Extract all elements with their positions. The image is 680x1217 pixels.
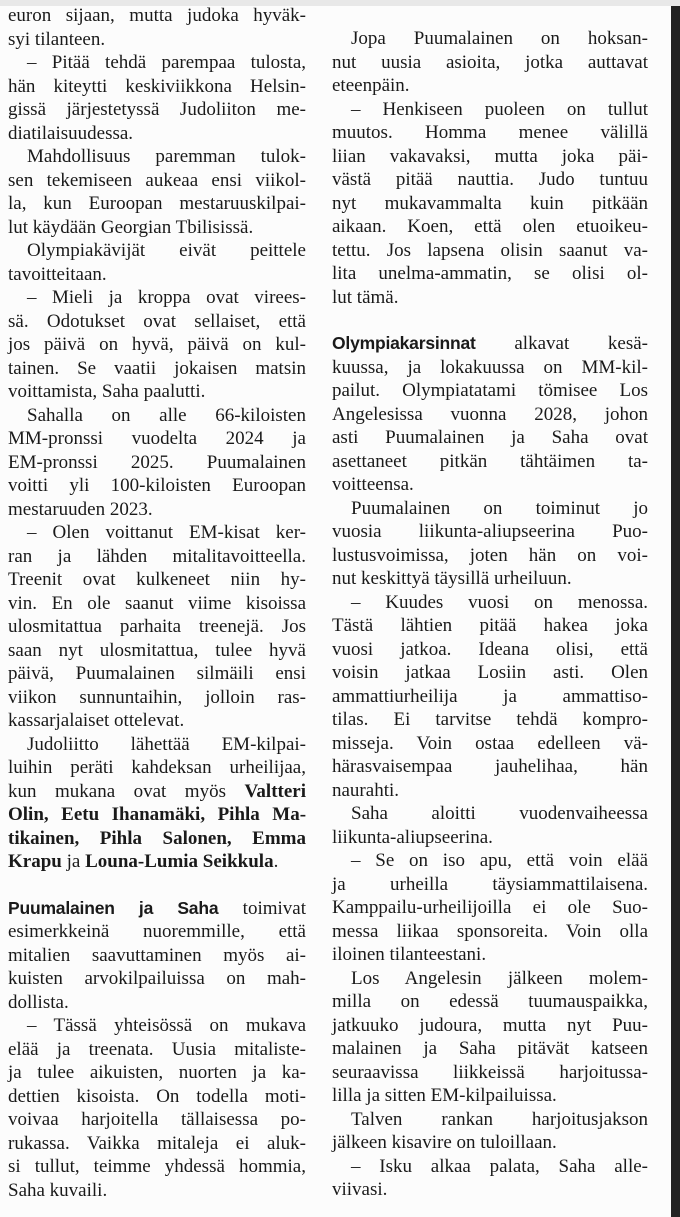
text-line [332, 732, 648, 756]
text-line [8, 615, 306, 639]
paragraph [332, 967, 648, 1108]
athlete-name-bold: Eetu Ihanamäki, [61, 804, 206, 825]
text-run: vuosi jatkoa. Ideana olisi, että [332, 638, 648, 660]
paragraph [332, 802, 648, 849]
text-run: Los Angelesin jälkeen molem- [351, 967, 648, 989]
text-run: mitalien saavuttaminen myös ai- [8, 944, 306, 966]
text-run [79, 828, 100, 849]
athlete-name-bold: Krapu [8, 851, 62, 872]
text-line [8, 145, 306, 169]
text-run: dollista. [8, 991, 69, 1013]
text-run: sä. Odotukset ovat sellaiset, että [8, 310, 306, 332]
text-run: seuraavissa liikkeissä harjoitussa- [332, 1061, 648, 1083]
text-line [8, 1155, 306, 1179]
text-run: Saha aloitti vuodenvaiheessa [351, 803, 648, 824]
paragraph [8, 51, 306, 145]
text-line [332, 520, 648, 544]
text-run: tainen. Se vaatii jokaisen matsin [8, 357, 306, 379]
text-run: liian vakavaksi, mutta joka päi- [332, 145, 648, 167]
text-line [332, 473, 648, 497]
text-line [8, 944, 306, 968]
text-line [332, 286, 648, 310]
text-run: eteenpäin. [332, 75, 410, 96]
text-line [332, 614, 648, 638]
text-run: milla on edessä tuumauspaikka, [332, 991, 648, 1012]
text-run: asti Puumalainen ja Saha ovat [332, 427, 648, 448]
text-run: voisin jatkaa Losiin asti. Olen [332, 662, 648, 683]
text-line [8, 427, 306, 451]
text-run: ja urheilla täysiammattilaisena. [332, 873, 648, 895]
text-line [8, 333, 306, 357]
article-column-left [8, 0, 306, 1202]
text-run: – Tässä yhteisössä on mukava [27, 1015, 306, 1036]
text-line [332, 1037, 648, 1061]
text-run: iloinen tilanteestani. [332, 944, 487, 965]
text-run: lut tämä. [332, 286, 399, 308]
text-run: muutos. Homma menee välillä [332, 122, 648, 143]
text-run: misseja. Voin ostaa edelleen vä- [332, 732, 648, 754]
text-run: Mahdollisuus paremman tulok- [27, 146, 306, 167]
paragraph [8, 145, 306, 239]
text-line [332, 685, 648, 709]
text-run: gissä järjestetyssä Judoliiton me- [8, 99, 306, 120]
text-run: lilla ja sitten EM-kilpailuissa. [332, 1085, 557, 1106]
text-run: messa liikaa sponsoreita. Voin olla [332, 920, 648, 942]
text-run: . [273, 851, 279, 872]
text-line [8, 1085, 306, 1109]
text-line [332, 779, 648, 803]
text-run: – Kuudes vuosi on menossa. [351, 591, 648, 613]
text-run: Angelesissa vuonna 2028, johon [332, 403, 648, 425]
text-line [8, 1014, 306, 1038]
paragraph [8, 404, 306, 522]
paragraph [332, 497, 648, 591]
athlete-name-bold: Louna-Lumia Seikkula [85, 851, 274, 872]
text-run: asettaneet pitkän tähtäimen ta- [332, 450, 648, 472]
text-line [332, 121, 648, 145]
paragraph [8, 733, 306, 874]
text-run: kuussa, ja lokakuussa on MM-kil- [332, 356, 648, 378]
text-run: tettu. Jos lapsena olisin saanut va- [332, 239, 648, 261]
text-line [332, 1061, 648, 1085]
text-run: voittamista, Saha paalutti. [8, 381, 206, 402]
text-run: – Pitää tehdä parempaa tulosta, [27, 52, 306, 73]
text-run: liikunta-aliupseerina. [332, 826, 493, 848]
paragraph [332, 27, 648, 98]
text-run: Puumalainen on toiminut jo [351, 497, 648, 519]
text-line [332, 661, 648, 685]
text-run: jatkuuko judoura, mutta nyt Puu- [332, 1014, 648, 1036]
text-line [8, 920, 306, 944]
text-run: viivasi. [332, 1179, 388, 1200]
text-run: – Mieli ja kroppa ovat virees- [27, 287, 306, 308]
text-line [8, 1038, 306, 1062]
text-line [332, 145, 648, 169]
text-line [332, 896, 648, 920]
text-line [8, 357, 306, 381]
text-line [8, 709, 306, 733]
text-line [8, 1061, 306, 1085]
text-line [8, 521, 306, 545]
text-run: esimerkkeinä nuoremmille, että [8, 921, 306, 942]
text-line [8, 192, 306, 216]
text-run: – Se on iso apu, että voin elää [351, 850, 648, 871]
text-line [332, 826, 648, 850]
paragraph-lead [332, 332, 648, 497]
text-run: lustusvoimissa, joten hän on voi- [332, 544, 648, 566]
paragraph [8, 239, 306, 286]
text-run: la, kun Euroopan mestaruuskilpai- [8, 193, 306, 214]
text-line [332, 920, 648, 944]
text-run: voitteensa. [332, 474, 414, 495]
text-run: aikaan. Koen, että olen etuoikeu- [332, 216, 648, 237]
paragraph [332, 1155, 648, 1202]
paragraph [8, 1014, 306, 1202]
text-line [8, 239, 306, 263]
text-run: MM-pronssi vuodelta 2024 ja [8, 428, 306, 449]
text-run: sen tekemiseen aukeaa ensi viikol- [8, 169, 306, 191]
paragraph-lead-in: Olympiakarsinnat [332, 333, 476, 353]
text-line [332, 51, 648, 75]
text-line [332, 567, 648, 591]
text-run: Treenit ovat kulkeneet niin hy- [8, 569, 306, 590]
text-run: mestaruuden 2023. [8, 498, 153, 520]
text-run: Judoliitto lähettää EM-kilpai- [27, 733, 306, 755]
text-run: – Isku alkaa palata, Saha alle- [351, 1155, 648, 1177]
text-run: tilas. Ei tarvitse tehdä kompro- [332, 709, 648, 730]
text-line [8, 498, 306, 522]
text-run: Sahalla on alle 66-kiloisten [27, 404, 306, 426]
text-line [8, 75, 306, 99]
text-line [332, 544, 648, 568]
text-run [49, 804, 61, 825]
text-run: pailut. Olympiatatami tömisee Los [332, 380, 648, 401]
text-line [332, 755, 648, 779]
text-run: vin. En ole saanut viime kisoissa [8, 592, 306, 614]
text-line [8, 28, 306, 52]
article-column-right [332, 0, 648, 1202]
text-run: härasvaisempaa jauhelihaa, hän [332, 756, 648, 777]
text-line [8, 474, 306, 498]
text-line [8, 733, 306, 757]
text-line [8, 263, 306, 287]
paragraph [332, 98, 648, 310]
paragraph-lead [8, 897, 306, 1015]
athlete-name-bold: Emma [252, 827, 306, 849]
text-run: Saha kuvaili. [8, 1179, 108, 1201]
text-line [332, 262, 648, 286]
text-run: kassarjalaiset ottelevat. [8, 710, 185, 731]
text-line [8, 827, 306, 851]
paragraph [332, 849, 648, 967]
text-run: alkavat kesä- [475, 333, 648, 354]
text-run: vuosia liikunta-aliupseerina Puo- [332, 521, 648, 542]
text-run [232, 828, 253, 849]
text-line [332, 1131, 648, 1155]
text-line [8, 216, 306, 240]
text-line [8, 404, 306, 428]
athlete-name-bold: tikainen, [8, 827, 80, 849]
paragraph [8, 286, 306, 404]
text-line [332, 849, 648, 873]
athlete-name-bold: Pihla Salonen, [99, 827, 232, 849]
text-line [332, 332, 648, 356]
text-run: Talven rankan harjoitusjakson [351, 1108, 648, 1130]
text-run: hän kiteytti keskiviikkona Helsin- [8, 75, 306, 97]
text-line [332, 74, 648, 98]
text-line [8, 1179, 306, 1203]
text-line [332, 1014, 648, 1038]
paragraph [8, 4, 306, 51]
text-line [332, 379, 648, 403]
text-run: euron sijaan, mutta judoka hyväk- [8, 5, 306, 26]
text-run: naurahti. [332, 779, 400, 801]
text-run [205, 804, 217, 825]
text-run: – Olen voittanut EM-kisat ker- [27, 522, 306, 543]
text-line [8, 286, 306, 310]
text-line [8, 1108, 306, 1132]
text-line [332, 1108, 648, 1132]
text-run: ammattiurheilija ja ammattiso- [332, 685, 648, 707]
text-run: diatilaisuudessa. [8, 122, 134, 144]
text-line [332, 638, 648, 662]
text-run: jälkeen kisavire on tuloillaan. [332, 1132, 557, 1153]
text-line [332, 403, 648, 427]
text-run: viikon sunnuntaihin, jolloin ras- [8, 686, 306, 708]
text-line [332, 967, 648, 991]
paragraph-lead-in: Puumalainen ja Saha [8, 897, 219, 918]
text-line [8, 991, 306, 1015]
text-run: dettien kisoista. On todella moti- [8, 1085, 306, 1107]
text-line [8, 545, 306, 569]
text-run: västä pitää nauttia. Judo tuntuu [332, 169, 648, 190]
text-run: lita unelma-ammatin, se olisi ol- [332, 263, 648, 284]
text-run: malainen ja Saha pitävät katseen [332, 1038, 648, 1059]
text-run: kuisten arvokilpailuissa on mah- [8, 968, 306, 989]
text-run: ja [61, 851, 86, 872]
text-run: EM-pronssi 2025. Puumalainen [8, 451, 306, 473]
athlete-name-bold: Olin, [8, 804, 49, 825]
text-run: syi tilanteen. [8, 28, 106, 50]
text-line [8, 662, 306, 686]
text-line [8, 310, 306, 334]
text-line [8, 850, 306, 874]
text-line [332, 239, 648, 263]
paragraph [332, 591, 648, 803]
text-line [332, 1155, 648, 1179]
text-line [332, 27, 648, 51]
text-run: lut käydään Georgian Tbilisissä. [8, 216, 254, 238]
text-line [332, 192, 648, 216]
text-run: tavoitteitaan. [8, 263, 107, 285]
text-run: Kamppailu-urheilijoilla ei ole Suo- [332, 897, 648, 918]
text-run: nut keskittyä täysillä urheiluun. [332, 568, 572, 589]
text-line [8, 756, 306, 780]
text-run: Jopa Puumalainen on hoksan- [351, 28, 648, 49]
text-line [8, 380, 306, 404]
text-run: saan nyt ulosmitattua, tulee hyvä [8, 639, 306, 661]
text-line [332, 215, 648, 239]
text-run: voivaa harjoitella tällaisessa po- [8, 1109, 306, 1130]
text-run: kun mukana ovat myös [8, 780, 245, 802]
text-run: Olympiakävijät eivät peittele [27, 240, 306, 261]
text-line [8, 780, 306, 804]
text-line [332, 426, 648, 450]
text-line [332, 168, 648, 192]
text-line [8, 4, 306, 28]
text-run: ja tulee aikuisten, nuorten ja ka- [8, 1062, 306, 1083]
text-line [332, 98, 648, 122]
text-line [8, 568, 306, 592]
paragraph [332, 1108, 648, 1155]
text-run: rukassa. Vaikka mitaleja ei aluk- [8, 1132, 306, 1154]
text-line [8, 98, 306, 122]
text-run: elää ja treenata. Uusia mitaliste- [8, 1038, 306, 1060]
athlete-name-bold: Pihla Ma- [217, 804, 307, 825]
text-run: jos päivä on hyvä, päivä on kul- [8, 334, 306, 355]
text-line [332, 990, 648, 1014]
athlete-name-bold: Valtteri [244, 780, 306, 802]
text-line [8, 51, 306, 75]
text-line [332, 873, 648, 897]
text-line [332, 450, 648, 474]
text-line [332, 802, 648, 826]
text-run: toimivat [218, 897, 307, 919]
text-run: päivä, Puumalainen silmäili ensi [8, 663, 306, 684]
text-line [8, 803, 306, 827]
text-line [8, 451, 306, 475]
text-line [8, 1132, 306, 1156]
text-run: ran ja lähden mitalitavoitteella. [8, 545, 306, 567]
text-line [8, 122, 306, 146]
text-line [332, 1084, 648, 1108]
text-line [8, 967, 306, 991]
right-edge-strip [671, 6, 680, 1217]
text-line [332, 497, 648, 521]
text-line [8, 897, 306, 921]
paragraph [8, 521, 306, 733]
text-line [8, 592, 306, 616]
text-run: nyt mukavammalta kuin pitkään [332, 192, 648, 214]
text-line [8, 686, 306, 710]
text-run: voitti yli 100-kiloisten Euroopan [8, 475, 306, 496]
text-line [332, 708, 648, 732]
text-run: si tullut, teimme yhdessä hommia, [8, 1156, 306, 1177]
text-line [332, 356, 648, 380]
text-run: nut uusia asioita, jotka auttavat [332, 51, 648, 73]
text-run: ulosmitattua parhaita treenejä. Jos [8, 616, 306, 637]
text-run: – Henkiseen puoleen on tullut [351, 98, 648, 120]
text-line [8, 639, 306, 663]
text-line [332, 1178, 648, 1202]
text-line [332, 943, 648, 967]
text-line [8, 169, 306, 193]
text-run: luihin peräti kahdeksan urheilijaa, [8, 757, 306, 778]
text-run: Tästä lähtien pitää hakea joka [332, 615, 648, 636]
text-line [332, 591, 648, 615]
